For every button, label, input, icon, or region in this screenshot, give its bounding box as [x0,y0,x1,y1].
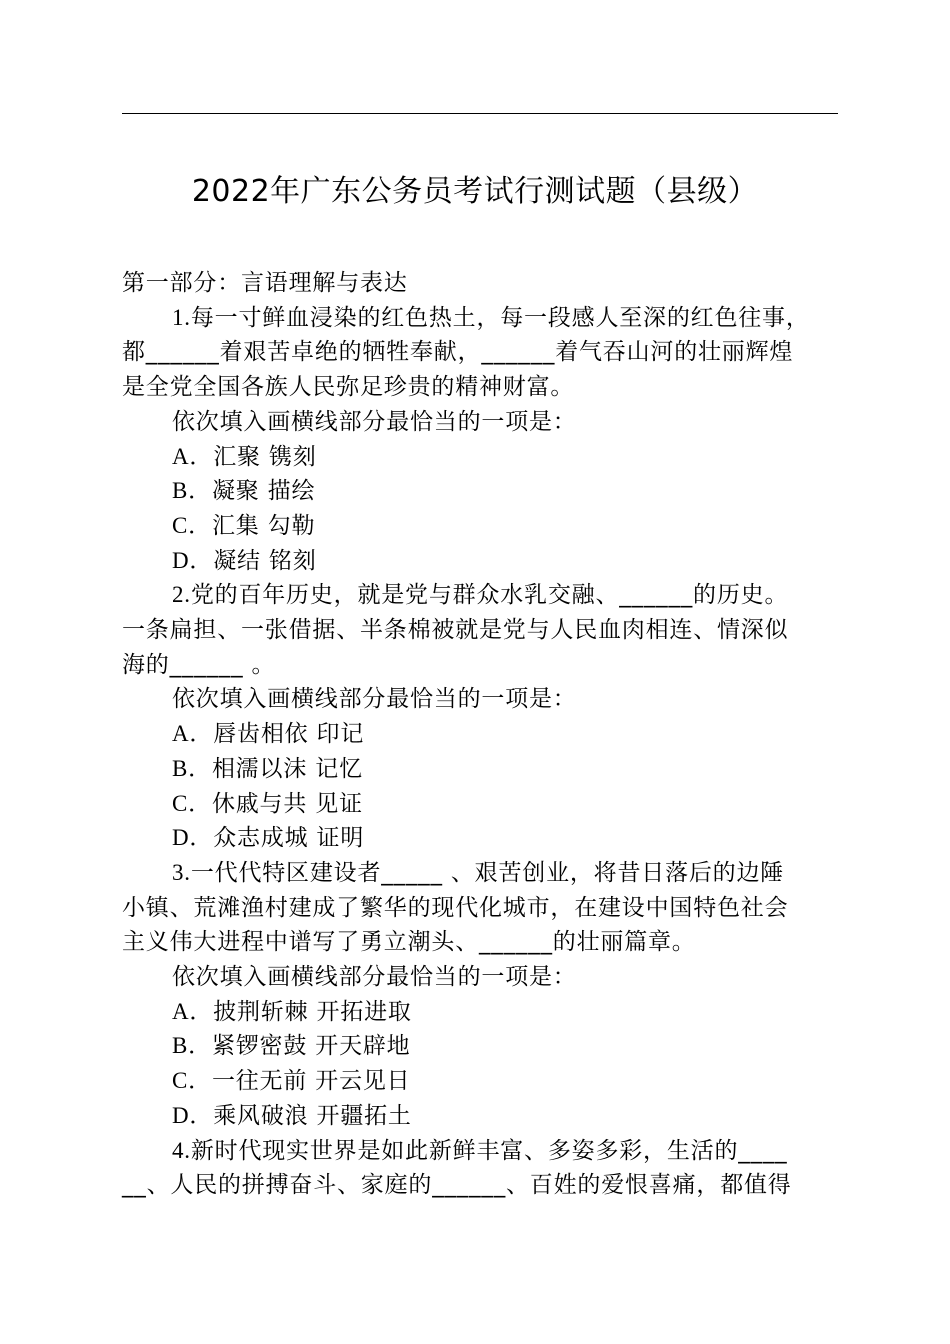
question-1-line-2: 都______着艰苦卓绝的牺牲奉献，______着气吞山河的壮丽辉煌 [122,339,794,366]
question-3-text: 一代代特区建设者_____ 、艰苦创业，将昔日落后的边陲 [190,859,785,886]
question-2-option-b [122,752,842,787]
question-1-line-3: 是全党全国各族人民弥足珍贵的精神财富。 [122,374,575,401]
question-1-option-a [122,440,842,475]
question-4-line-1 [122,1134,842,1169]
option-letter: D． [172,547,214,573]
option-letter: B． [172,1033,212,1059]
question-3-line-3: 主义伟大进程中谱写了勇立潮头、______的壮丽篇章。 [122,929,696,956]
option-letter: C． [172,1068,212,1094]
option-text: 披荆斩棘 开拓进取 [213,998,412,1025]
option-text: 休戚与共 见证 [211,790,363,817]
question-2-line-3: 海的______ 。 [122,651,276,678]
option-letter: B． [172,755,212,781]
question-1-option-b [122,474,842,509]
question-1-text: 每一寸鲜血浸染的红色热土，每一段感人至深的红色往事， [190,304,810,331]
document-title: 2022年广东公务员考试行测试题（县级） [191,174,759,209]
question-3-number: 3. [172,859,191,885]
question-2-option-d [122,821,842,856]
question-2-option-a [122,717,842,752]
question-2-text: 党的百年历史，就是党与群众水乳交融、______的历史。 [190,582,789,609]
option-text: 乘风破浪 开疆拓土 [213,1102,412,1129]
question-3-line-1 [122,856,842,891]
question-3-option-a [122,995,842,1030]
option-text: 众志成城 证明 [213,825,365,852]
document-body [122,266,842,1203]
option-letter: B． [172,478,212,504]
option-letter: C． [172,790,212,816]
question-2-line-2: 一条扁担、一张借据、半条棉被就是党与人民血肉相连、情深似 [122,617,789,644]
option-letter: D． [172,825,214,851]
option-letter: A． [172,721,214,747]
option-text: 汇集 勾勒 [211,512,316,539]
question-3-line-2: 小镇、荒滩渔村建成了繁华的现代化城市，在建设中国特色社会 [122,894,789,921]
option-text: 汇聚 镌刻 [213,443,317,470]
question-4-number: 4. [172,1137,191,1163]
question-1-option-c [122,509,842,544]
section-heading: 第一部分：言语理解与表达 [122,270,408,296]
question-2-number: 2. [172,582,191,608]
question-3-prompt: 依次填入画横线部分最恰当的一项是： [172,964,577,991]
question-3-option-b [122,1029,842,1064]
option-letter: C． [172,512,212,538]
option-text: 紧锣密鼓 开天辟地 [211,1033,411,1060]
question-1-prompt: 依次填入画横线部分最恰当的一项是： [172,408,577,435]
question-2-option-c [122,787,842,822]
option-text: 凝结 铭刻 [213,547,317,574]
question-3-option-c [122,1064,842,1099]
question-4-line-2: __、人民的拼搏奋斗、家庭的______、百姓的爱恨喜痛，都值得 [122,1172,792,1199]
option-letter: A． [172,998,214,1024]
question-1-line-1 [122,301,842,336]
option-letter: A． [172,443,214,469]
option-text: 唇齿相依 印记 [213,721,365,748]
header-rule [122,113,838,114]
option-text: 相濡以沫 记忆 [211,755,363,782]
question-1-number: 1. [172,304,191,330]
option-text: 一往无前 开云见日 [211,1068,411,1095]
option-text: 凝聚 描绘 [211,478,316,505]
question-1-option-d [122,544,842,579]
option-letter: D． [172,1102,214,1128]
question-3-option-d [122,1099,842,1134]
question-2-prompt: 依次填入画横线部分最恰当的一项是： [172,686,577,713]
question-2-line-1 [122,578,842,613]
question-4-text: 新时代现实世界是如此新鲜丰富、多姿多彩，生活的____ [190,1137,788,1164]
